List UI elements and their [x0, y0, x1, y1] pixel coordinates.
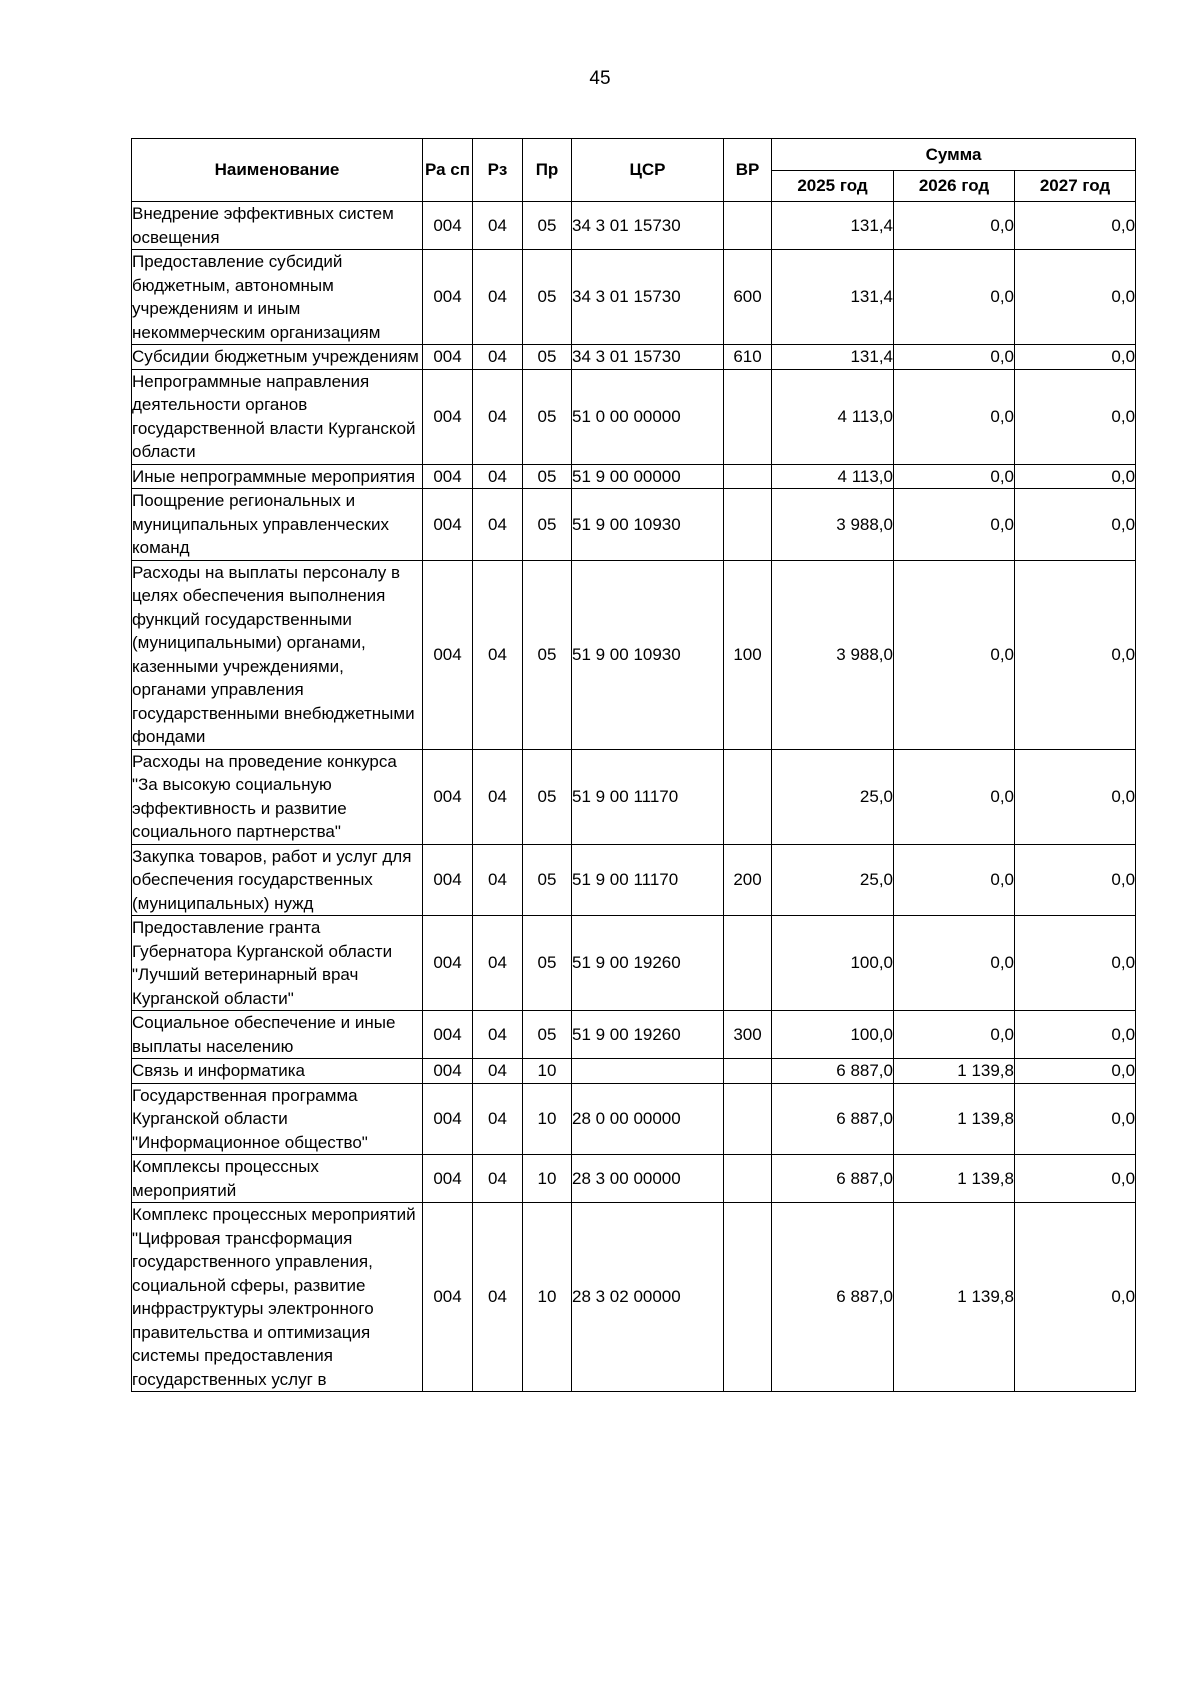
row-pr: 05	[523, 560, 572, 749]
row-vr: 610	[724, 345, 772, 370]
row-2025: 4 113,0	[772, 369, 894, 464]
row-2025: 131,4	[772, 250, 894, 345]
row-vr	[724, 1203, 772, 1392]
row-pr: 10	[523, 1203, 572, 1392]
row-csr: 51 9 00 10930	[572, 489, 724, 561]
row-rasp: 004	[423, 464, 473, 489]
row-rz: 04	[473, 1083, 523, 1155]
row-2026: 0,0	[894, 369, 1015, 464]
row-vr: 200	[724, 844, 772, 916]
row-2025: 100,0	[772, 1011, 894, 1059]
row-csr: 34 3 01 15730	[572, 202, 724, 250]
row-2026: 0,0	[894, 250, 1015, 345]
row-csr: 28 3 00 00000	[572, 1155, 724, 1203]
row-rz: 04	[473, 1203, 523, 1392]
row-csr: 51 9 00 00000	[572, 464, 724, 489]
table-row	[132, 489, 1136, 561]
row-csr: 51 9 00 11170	[572, 844, 724, 916]
row-vr: 300	[724, 1011, 772, 1059]
row-rasp: 004	[423, 250, 473, 345]
table-row	[132, 916, 1136, 1011]
row-rasp: 004	[423, 1059, 473, 1084]
col-header-pr: Пр	[523, 139, 572, 202]
row-name: Государственная программа Курганской области "Информационное общество"	[132, 1083, 423, 1155]
row-name: Социальное обеспечение и иные выплаты населению	[132, 1011, 423, 1059]
row-rz: 04	[473, 1059, 523, 1084]
row-2026: 0,0	[894, 749, 1015, 844]
row-csr: 51 9 00 19260	[572, 916, 724, 1011]
row-pr: 05	[523, 489, 572, 561]
row-2025: 6 887,0	[772, 1083, 894, 1155]
table-row	[132, 844, 1136, 916]
row-rasp: 004	[423, 345, 473, 370]
row-2026: 0,0	[894, 489, 1015, 561]
row-rz: 04	[473, 345, 523, 370]
row-pr: 10	[523, 1059, 572, 1084]
row-name: Непрограммные направления деятельности органов государственной власти Курганской области	[132, 369, 423, 464]
table-row	[132, 1059, 1136, 1084]
row-2025: 6 887,0	[772, 1155, 894, 1203]
table-row	[132, 202, 1136, 250]
row-rz: 04	[473, 916, 523, 1011]
row-vr	[724, 1083, 772, 1155]
row-2025: 100,0	[772, 916, 894, 1011]
row-2025: 131,4	[772, 202, 894, 250]
table-row	[132, 369, 1136, 464]
row-name: Предоставление гранта Губернатора Курганской области "Лучший ветеринарный врач Курганской области"	[132, 916, 423, 1011]
table-row	[132, 560, 1136, 749]
row-2025: 131,4	[772, 345, 894, 370]
row-pr: 05	[523, 844, 572, 916]
row-vr: 600	[724, 250, 772, 345]
row-name: Внедрение эффективных систем освещения	[132, 202, 423, 250]
table-row	[132, 1155, 1136, 1203]
row-2026: 0,0	[894, 916, 1015, 1011]
row-vr	[724, 464, 772, 489]
row-csr: 51 9 00 19260	[572, 1011, 724, 1059]
row-2026: 0,0	[894, 464, 1015, 489]
row-rz: 04	[473, 1155, 523, 1203]
row-rasp: 004	[423, 844, 473, 916]
row-rz: 04	[473, 560, 523, 749]
col-header-name: Наименование	[132, 139, 423, 202]
row-pr: 05	[523, 369, 572, 464]
row-name: Закупка товаров, работ и услуг для обеспечения государственных (муниципальных) нужд	[132, 844, 423, 916]
col-header-2025: 2025 год	[772, 171, 894, 202]
row-rz: 04	[473, 369, 523, 464]
row-2027: 0,0	[1015, 844, 1136, 916]
table-row	[132, 1203, 1136, 1392]
row-2025: 3 988,0	[772, 560, 894, 749]
row-rasp: 004	[423, 1083, 473, 1155]
row-csr: 28 3 02 00000	[572, 1203, 724, 1392]
table-row	[132, 464, 1136, 489]
row-2027: 0,0	[1015, 560, 1136, 749]
table-body	[132, 202, 1136, 1392]
budget-table	[131, 138, 1136, 1392]
row-vr	[724, 369, 772, 464]
row-csr: 51 9 00 11170	[572, 749, 724, 844]
row-rasp: 004	[423, 489, 473, 561]
row-2026: 1 139,8	[894, 1083, 1015, 1155]
row-2027: 0,0	[1015, 749, 1136, 844]
row-pr: 05	[523, 916, 572, 1011]
page-number: 45	[589, 68, 611, 89]
row-rasp: 004	[423, 369, 473, 464]
row-vr	[724, 916, 772, 1011]
table-row	[132, 1083, 1136, 1155]
row-2027: 0,0	[1015, 250, 1136, 345]
row-rz: 04	[473, 489, 523, 561]
row-pr: 05	[523, 250, 572, 345]
row-pr: 05	[523, 464, 572, 489]
row-rasp: 004	[423, 916, 473, 1011]
row-2027: 0,0	[1015, 369, 1136, 464]
row-rasp: 004	[423, 1155, 473, 1203]
row-rasp: 004	[423, 749, 473, 844]
row-2027: 0,0	[1015, 345, 1136, 370]
row-csr: 51 9 00 10930	[572, 560, 724, 749]
row-2025: 6 887,0	[772, 1203, 894, 1392]
row-pr: 05	[523, 202, 572, 250]
col-header-vr: ВР	[724, 139, 772, 202]
row-rasp: 004	[423, 1011, 473, 1059]
row-rz: 04	[473, 844, 523, 916]
row-vr	[724, 749, 772, 844]
row-rasp: 004	[423, 202, 473, 250]
row-csr: 28 0 00 00000	[572, 1083, 724, 1155]
col-header-2027: 2027 год	[1015, 171, 1136, 202]
row-2027: 0,0	[1015, 1083, 1136, 1155]
row-pr: 05	[523, 345, 572, 370]
row-rz: 04	[473, 749, 523, 844]
row-2026: 1 139,8	[894, 1155, 1015, 1203]
row-2027: 0,0	[1015, 1011, 1136, 1059]
row-name: Поощрение региональных и муниципальных управленческих команд	[132, 489, 423, 561]
row-2027: 0,0	[1015, 916, 1136, 1011]
table-row	[132, 250, 1136, 345]
row-vr	[724, 1155, 772, 1203]
row-name: Комплекс процессных мероприятий "Цифровая трансформация государственного управления, социальной сферы, развитие инфраструктуры электронного правительства и оптимизация системы предоставления государственных услуг в	[132, 1203, 423, 1392]
row-rz: 04	[473, 1011, 523, 1059]
row-vr	[724, 489, 772, 561]
row-vr	[724, 1059, 772, 1084]
table-row	[132, 1011, 1136, 1059]
row-rasp: 004	[423, 1203, 473, 1392]
row-pr: 10	[523, 1083, 572, 1155]
row-2027: 0,0	[1015, 202, 1136, 250]
row-name: Иные непрограммные мероприятия	[132, 464, 423, 489]
row-2025: 4 113,0	[772, 464, 894, 489]
row-rz: 04	[473, 250, 523, 345]
row-name: Предоставление субсидий бюджетным, автономным учреждениям и иным некоммерческим организациям	[132, 250, 423, 345]
row-2026: 0,0	[894, 560, 1015, 749]
row-2027: 0,0	[1015, 1155, 1136, 1203]
row-2025: 3 988,0	[772, 489, 894, 561]
row-2027: 0,0	[1015, 1059, 1136, 1084]
row-2026: 0,0	[894, 1011, 1015, 1059]
row-2027: 0,0	[1015, 1203, 1136, 1392]
row-rz: 04	[473, 202, 523, 250]
row-csr: 51 0 00 00000	[572, 369, 724, 464]
row-csr: 34 3 01 15730	[572, 250, 724, 345]
row-name: Субсидии бюджетным учреждениям	[132, 345, 423, 370]
row-vr	[724, 202, 772, 250]
row-2027: 0,0	[1015, 464, 1136, 489]
row-pr: 05	[523, 749, 572, 844]
row-2027: 0,0	[1015, 489, 1136, 561]
row-vr: 100	[724, 560, 772, 749]
row-name: Расходы на проведение конкурса "За высокую социальную эффективность и развитие социального партнерства"	[132, 749, 423, 844]
table-row	[132, 345, 1136, 370]
row-name: Комплексы процессных мероприятий	[132, 1155, 423, 1203]
row-2025: 25,0	[772, 749, 894, 844]
row-2026: 0,0	[894, 202, 1015, 250]
col-header-rasp: Ра сп	[423, 139, 473, 202]
row-name: Расходы на выплаты персоналу в целях обеспечения выполнения функций государственными (муниципальными) органами, казенными учреждениями, органами управления государственными внебюджетными фондами	[132, 560, 423, 749]
col-header-2026: 2026 год	[894, 171, 1015, 202]
row-rz: 04	[473, 464, 523, 489]
row-2025: 6 887,0	[772, 1059, 894, 1084]
row-2026: 0,0	[894, 844, 1015, 916]
row-pr: 10	[523, 1155, 572, 1203]
row-rasp: 004	[423, 560, 473, 749]
row-2026: 0,0	[894, 345, 1015, 370]
table-row	[132, 749, 1136, 844]
col-header-sum: Сумма	[772, 139, 1136, 171]
row-2026: 1 139,8	[894, 1059, 1015, 1084]
col-header-csr: ЦСР	[572, 139, 724, 202]
col-header-rz: Рз	[473, 139, 523, 202]
row-2025: 25,0	[772, 844, 894, 916]
row-csr: 34 3 01 15730	[572, 345, 724, 370]
row-csr	[572, 1059, 724, 1084]
row-name: Связь и информатика	[132, 1059, 423, 1084]
row-pr: 05	[523, 1011, 572, 1059]
row-2026: 1 139,8	[894, 1203, 1015, 1392]
table-header	[132, 139, 1136, 202]
